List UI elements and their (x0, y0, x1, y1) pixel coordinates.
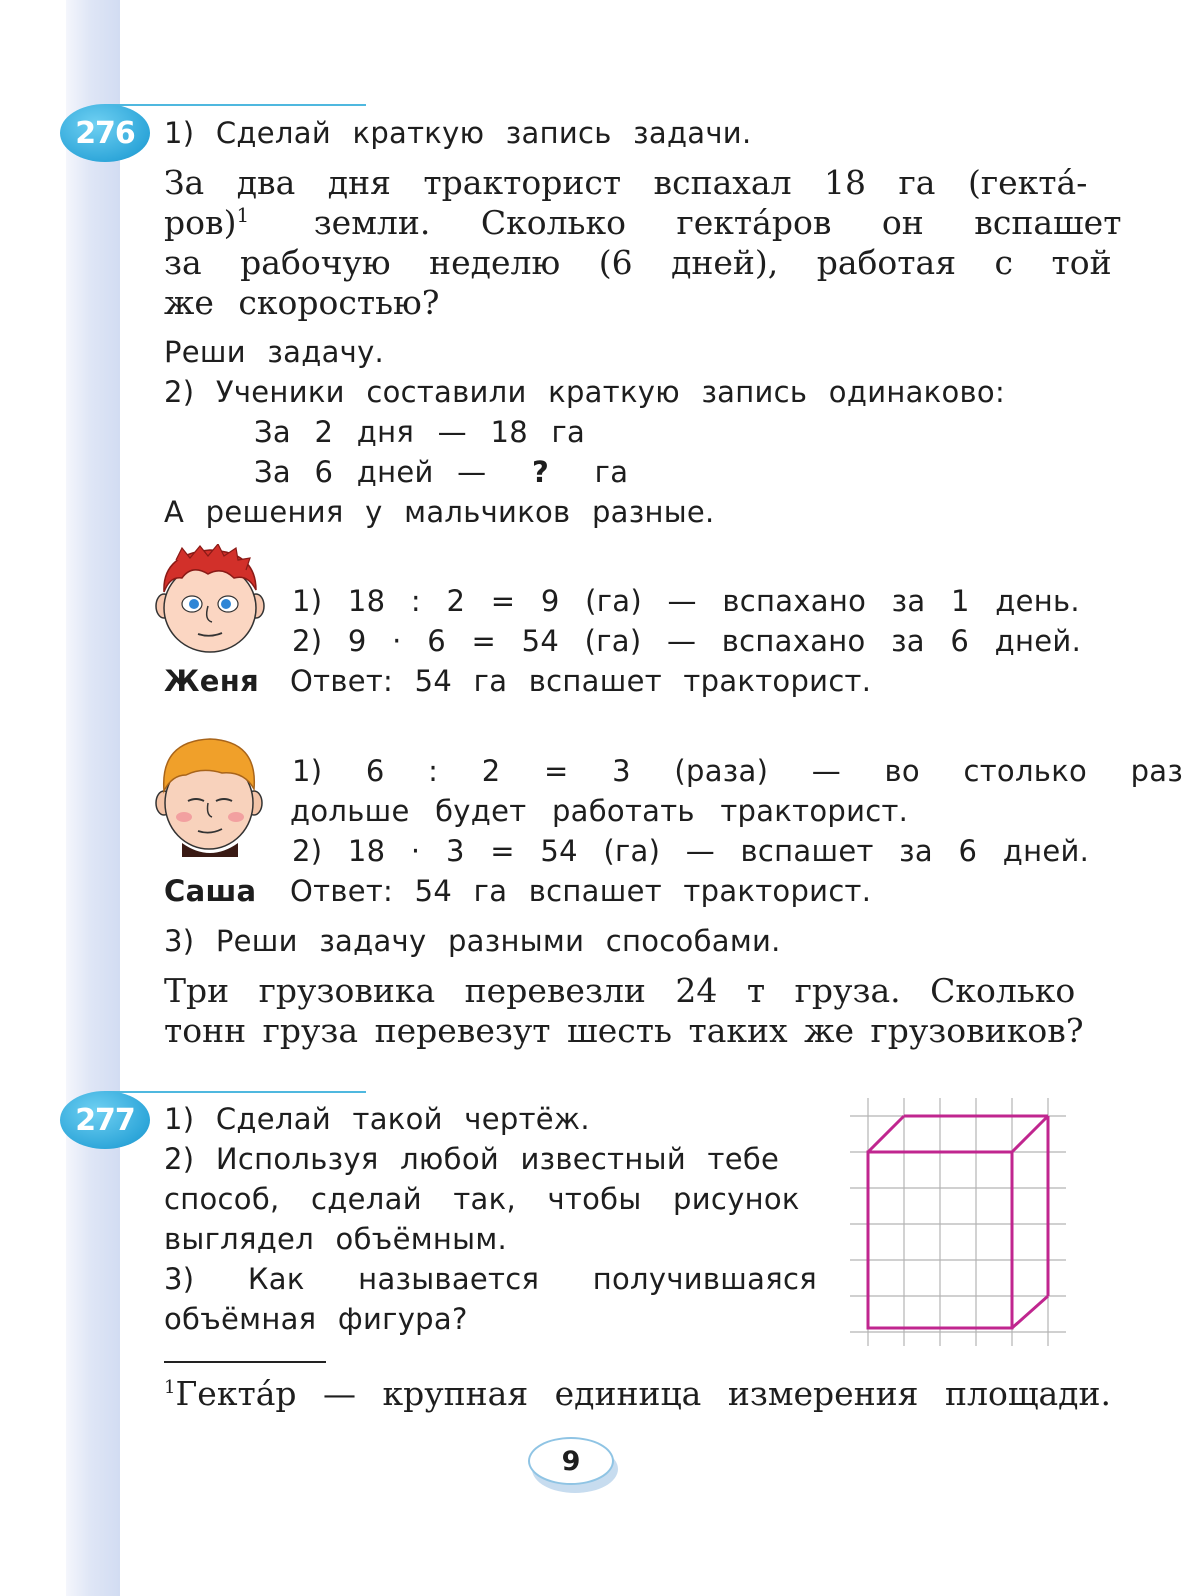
task-277-rule (104, 1091, 366, 1093)
zhenya-answer: Ответ: 54 га вспашет тракторист. (290, 664, 872, 698)
problem-line-4: же скоростью? (164, 283, 440, 322)
sasha-step-1-cont: дольше будет работать тракторист. (290, 794, 909, 828)
blond-boy-icon (152, 733, 268, 861)
problem2-line-1: Три грузовика перевезли 24 т груза. Сколько (164, 971, 1076, 1010)
task-277-badge: 277 (60, 1091, 150, 1149)
footnote-ref: 1 (236, 203, 250, 227)
zhenya-step-1: 1) 18 : 2 = 9 (га) — вспахано за 1 день. (292, 584, 1080, 618)
task-276-step3: 3) Реши задачу разными способами. (164, 924, 781, 958)
task-277-line-1: 1) Сделай такой чертёж. (164, 1102, 590, 1136)
footnote-rule (164, 1361, 326, 1363)
page-number: 9 (528, 1437, 614, 1485)
sasha-name: Саша (164, 874, 257, 908)
sasha-step-1: 1) 6 : 2 = 3 (раза) — во столько раз (292, 754, 1184, 788)
sasha-answer: Ответ: 54 га вспашет тракторист. (290, 874, 872, 908)
unknown-mark: ? (532, 455, 550, 489)
task-276-badge: 276 (60, 104, 150, 162)
zhenya-name: Женя (164, 664, 260, 698)
task-277-line-2: 2) Используя любой известный тебе (164, 1142, 780, 1176)
task-276-rule (104, 104, 366, 106)
problem-line-2: ров)$^1$ земли. Сколько гекта́ров он вспашет (164, 203, 1122, 242)
solve-instruction: Реши задачу. (164, 335, 385, 369)
cube-drawing (850, 1098, 1066, 1346)
task-277-line-3: способ, сделай так, чтобы рисунок (164, 1182, 800, 1216)
footnote (164, 1374, 1111, 1413)
record-line-1: За 2 дня — 18 га (254, 415, 586, 449)
zhenya-step-2: 2) 9 · 6 = 54 (га) — вспахано за 6 дней. (292, 624, 1082, 658)
task-276-step2: 2) Ученики составили краткую запись одинаково: (164, 375, 1006, 409)
different-solutions: А решения у мальчиков разные. (164, 495, 715, 529)
problem-line-3: за рабочую неделю (6 дней), работая с той (164, 243, 1112, 282)
task-277-line-5: 3) Как называется получившаяся (164, 1262, 817, 1296)
record-line-2: За 6 дней — ? га (254, 455, 629, 489)
task-277-line-6: объёмная фигура? (164, 1302, 468, 1336)
red-haired-boy-icon (152, 544, 270, 656)
task-277-line-4: выглядел объёмным. (164, 1222, 508, 1256)
sasha-step-2: 2) 18 · 3 = 54 (га) — вспашет за 6 дней. (292, 834, 1090, 868)
footnote-mark: 1 (164, 1377, 176, 1398)
task-276-step1: 1) Сделай краткую запись задачи. (164, 116, 752, 150)
problem-line-1: За два дня тракторист вспахал 18 га (гекта́- (164, 163, 1088, 202)
page-margin-band (66, 0, 120, 1596)
problem2-line-2: тонн груза перевезут шесть таких же грузовиков? (164, 1011, 1084, 1050)
footnote-text: Гекта́р — крупная единица измерения площади. (175, 1374, 1111, 1413)
